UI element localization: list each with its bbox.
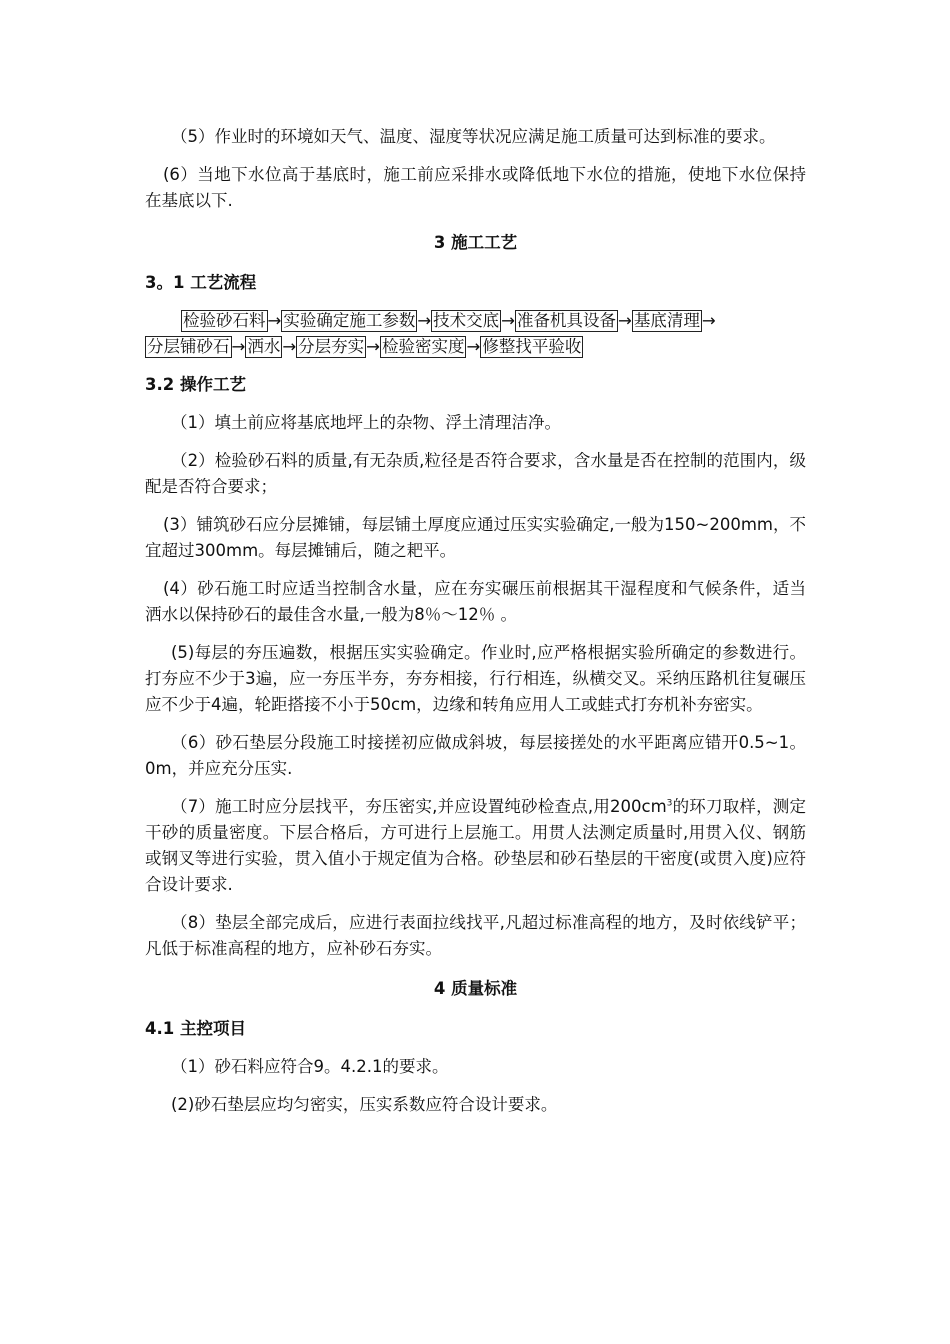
flow-step-determine-parameters: 实验确定施工参数	[283, 311, 416, 330]
section-title-construction-process: 3 施工工艺	[433, 233, 518, 252]
flow-line-2	[145, 334, 806, 360]
flow-step-layer-spreading: 分层铺砂石	[147, 337, 230, 356]
paragraph-op-4: (4）砂石施工时应适当控制含水量，应在夯实碾压前根据其干湿程度和气候条件，适当洒水以保持砂石的最佳含水量,一般为8％～12％ 。	[145, 579, 806, 624]
flow-step-prepare-equipment: 准备机具设备	[516, 311, 616, 330]
paragraph-op-8: （8）垫层全部完成后，应进行表面拉线找平,凡超过标准高程的地方，及时依线铲平；凡低于标准高程的地方，应补砂石夯实。	[145, 913, 806, 958]
paragraph-op-2: （2）检验砂石料的质量,有无杂质,粒径是否符合要求，含水量是否在控制的范围内，级配是否符合要求；	[145, 451, 806, 496]
superscript-cubic: 3	[666, 798, 673, 809]
flow-step-finish-acceptance: 修整找平验收	[482, 337, 582, 356]
paragraph-op-1: （1）填土前应将基底地坪上的杂物、浮土清理洁净。	[171, 413, 561, 432]
section-title-quality-standard: 4 质量标准	[433, 979, 518, 998]
arrow-icon: →	[466, 337, 481, 356]
paragraph-quality-2: (2)砂石垫层应均匀密实，压实系数应符合设计要求。	[171, 1095, 558, 1114]
flow-step-layer-compaction: 分层夯实	[298, 337, 365, 356]
flow-step-clean-base: 基底清理	[633, 311, 700, 330]
arrow-icon: →	[231, 337, 246, 356]
flow-step-inspect-material: 检验砂石料	[183, 311, 266, 330]
paragraph-op-6: （6）砂石垫层分段施工时接搓初应做成斜坡，每层接搓处的水平距离应错开0.5~1。0m，并应充分压实.	[145, 733, 806, 778]
arrow-icon: →	[366, 337, 380, 356]
paragraph-quality-1: （1）砂石料应符合9。4.2.1的要求。	[171, 1057, 449, 1076]
subsection-title-process-flow: 3。1 工艺流程	[145, 273, 257, 292]
arrow-icon: →	[501, 311, 515, 330]
paragraph-op-3: (3）铺筑砂石应分层摊铺，每层铺土厚度应通过压实实验确定,一般为150~200mm，不宜超过300mm。每层摊铺后，随之耙平。	[145, 515, 806, 560]
flow-line-1	[145, 308, 806, 334]
arrow-icon: →	[417, 311, 432, 330]
paragraph-environment: （5）作业时的环境如天气、温度、湿度等状况应满足施工质量可达到标准的要求。	[171, 127, 776, 146]
paragraph-op-7-part-a: （7）施工时应分层找平，夯压密实,并应设置纯砂检查点,用200cm	[171, 797, 667, 816]
process-flow-chart	[145, 308, 806, 360]
paragraph-op-7-part-b: 的环刀取样，测定干砂的质量密度。下层合格后，方可进行上层施工。用贯人法测定质量时,用贯入仪、钢筋或钢叉等进行实验，贯入值小于规定值为合格。砂垫层和砂石垫层的干密度(或贯入度)应符合设计要求.	[145, 797, 806, 894]
paragraph-op-5: (5)每层的夯压遍数，根据压实实验确定。作业时,应严格根据实验所确定的参数进行。打夯应不少于3遍，应一夯压半夯，夯夯相接，行行相连，纵横交叉。采纳压路机往复碾压应不少于4遍，轮距搭接不小于50cm，边缘和转角应用人工或蛙式打夯机补夯密实。	[145, 643, 806, 714]
subsection-title-main-items: 4.1 主控项目	[145, 1019, 246, 1038]
flow-step-technical-briefing: 技术交底	[433, 311, 500, 330]
subsection-title-operation: 3.2 操作工艺	[145, 375, 246, 394]
flow-step-density-test: 检验密实度	[381, 337, 465, 356]
arrow-icon: →	[617, 311, 632, 330]
paragraph-op-7	[145, 794, 806, 898]
document-body	[145, 124, 806, 1130]
paragraph-groundwater: (6）当地下水位高于基底时，施工前应采排水或降低地下水位的措施，使地下水位保持在基底以下.	[145, 165, 806, 210]
flow-step-watering: 洒水	[247, 337, 281, 356]
arrow-icon: →	[701, 311, 716, 330]
arrow-icon: →	[267, 311, 282, 330]
arrow-icon: →	[282, 337, 297, 356]
